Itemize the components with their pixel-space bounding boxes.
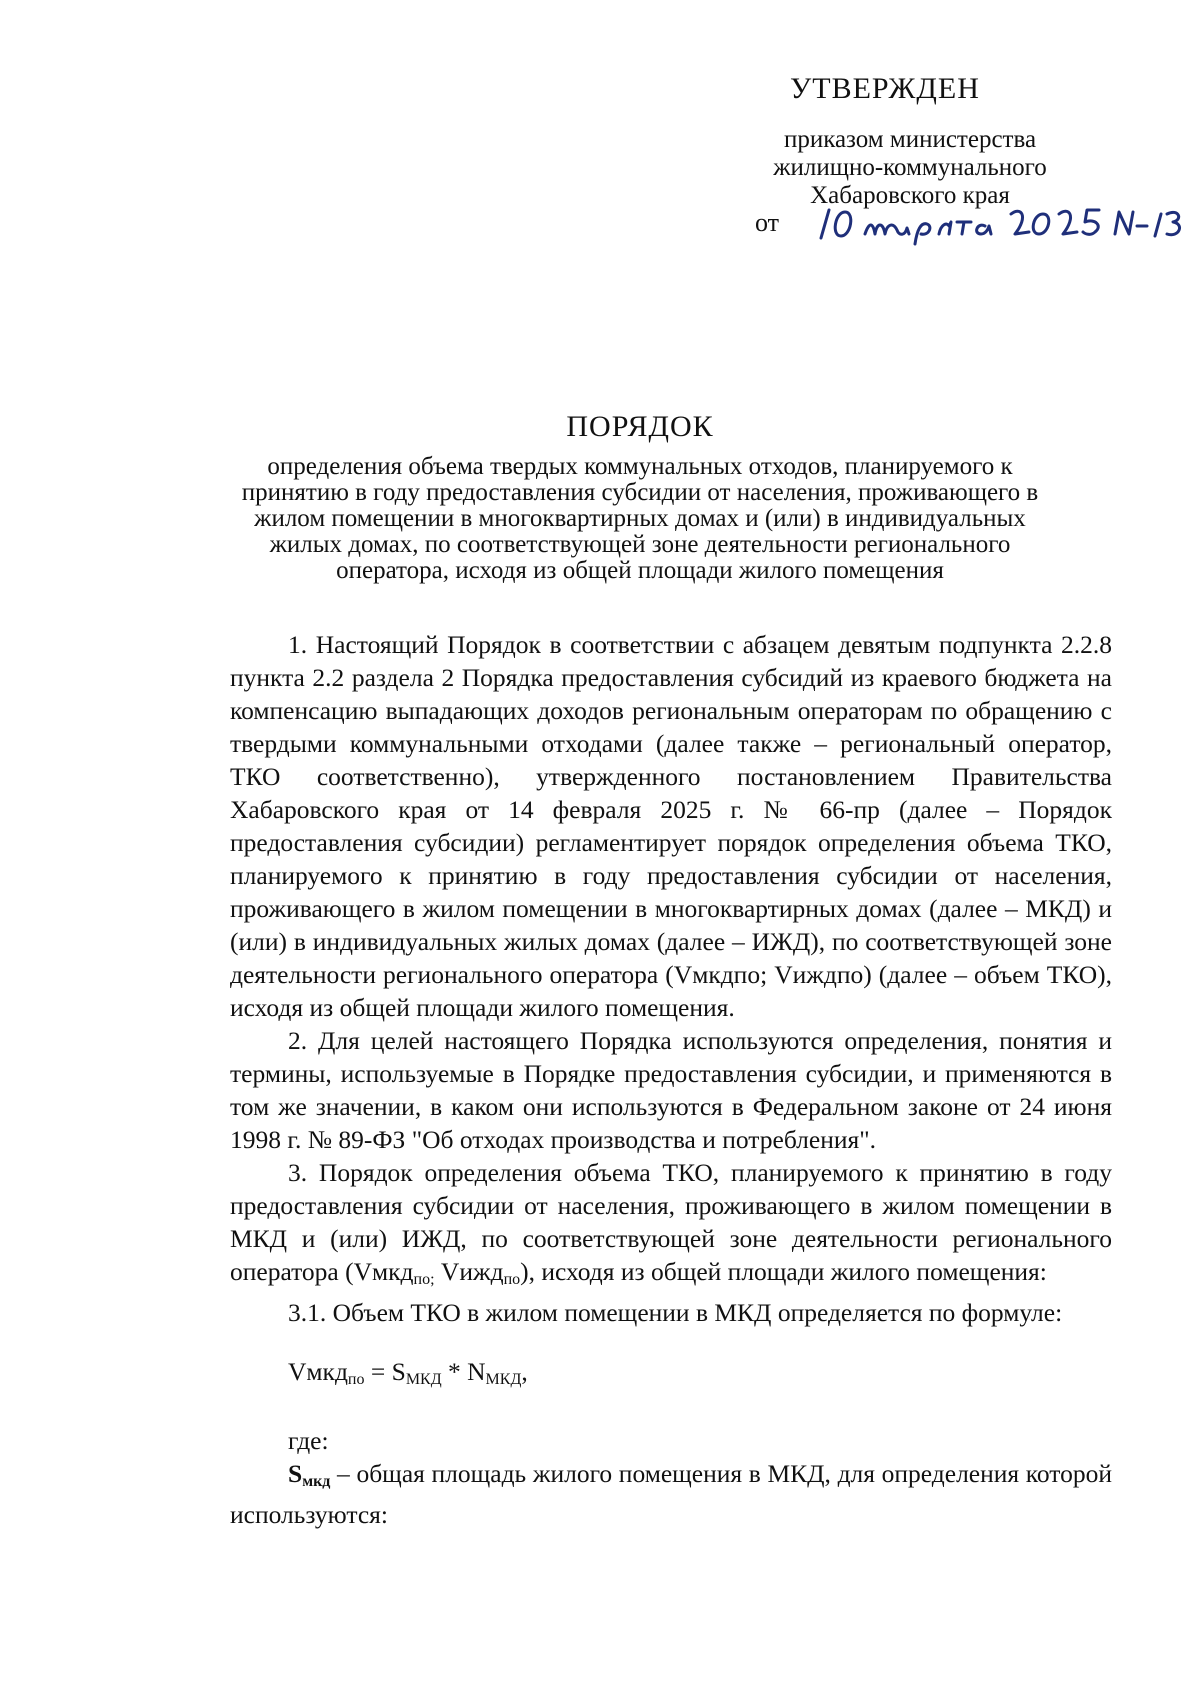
paragraph-3-text: Vижд <box>434 1257 504 1286</box>
approved-heading: УТВЕРЖДЕН <box>790 72 980 105</box>
formula-lhs: Vмкд <box>288 1357 348 1386</box>
paragraph-1: 1. Настоящий Порядок в соответствии с абзацем девятым подпункта 2.2.8 пункта 2.2 раздела 2 Порядка предоставления субсидий из краевого бюджета на компенсацию выпадающих доходов региональным операторам по обращению с твердыми коммунальными отходами (далее также – региональный оператор, ТКО соответственно), утвержденного постановлением Правительства Хабаровского края от 14 февраля 2025 г. № 66-пр (далее – Порядок предоставления субсидии) регламентирует порядок определения объема ТКО, планируемого к принятию в году предоставления субсидии от населения, проживающего в жилом помещении в многоквартирных домах (далее – МКД) и (или) в индивидуальных жилых домах (далее – ИЖД), по соответствующей зоне деятельности регионального оператора (Vмкдпо; Vиждпо) (далее – объем ТКО), исходя из общей площади жилого помещения. <box>230 630 1112 1022</box>
subscript: по <box>347 1371 365 1388</box>
from-label: от <box>755 208 780 237</box>
paragraph-3-text: 3. Порядок определения объема ТКО, планируемого к принятию в году предоставления субсидии от населения, проживающего в жилом помещении в МКД и (или) ИЖД, по соответствующей зоне деятельности регионального оператора (Vмкд <box>230 1158 1112 1286</box>
subscript: МКД <box>485 1371 522 1388</box>
subscript: МКД <box>405 1371 442 1388</box>
document-body <box>230 628 1112 1531</box>
approval-line: приказом министерства <box>783 126 1037 153</box>
definition-text: – общая площадь жилого помещения в МКД, для определения которой используются: <box>230 1459 1112 1529</box>
handwritten-date-signature <box>815 200 1195 246</box>
subtitle-line: жилых домах, по соответствующей зоне деятельности регионального <box>269 531 1011 558</box>
paragraph-3-1: 3.1. Объем ТКО в жилом помещении в МКД определяется по формуле: <box>288 1298 1063 1327</box>
subscript: по <box>503 1271 521 1288</box>
title-block <box>190 410 1090 584</box>
formula <box>288 1355 1112 1396</box>
subtitle-line: принятию в году предоставления субсидии от населения, проживающего в <box>241 479 1039 506</box>
definition-s-mkd <box>230 1457 1112 1531</box>
approval-line: Хабаровского края <box>810 182 1010 209</box>
approval-date-line <box>755 200 1195 246</box>
subtitle-line: оператора, исходя из общей площади жилого помещения <box>336 557 944 584</box>
document-title: ПОРЯДОК <box>566 410 714 443</box>
subscript: мкд <box>302 1473 331 1490</box>
approval-authority <box>690 126 1130 210</box>
document-subtitle <box>190 454 1090 584</box>
approval-line: жилищно-коммунального <box>773 154 1047 181</box>
formula-part: , <box>521 1357 528 1386</box>
subscript: по; <box>413 1271 435 1288</box>
formula-part: = S <box>364 1357 406 1386</box>
definition-symbol: S <box>288 1459 303 1488</box>
subtitle-line: определения объема твердых коммунальных отходов, планируемого к <box>267 453 1013 480</box>
formula-part: * N <box>441 1357 486 1386</box>
paragraph-3-text: ), исходя из общей площади жилого помещения: <box>520 1257 1047 1286</box>
paragraph-2: 2. Для целей настоящего Порядка используются определения, понятия и термины, используемые в Порядке предоставления субсидии, и применяются в том же значении, в каком они используются в Федеральном законе от 24 июня 1998 г. № 89-ФЗ "Об отходах производства и потребления". <box>230 1026 1112 1154</box>
subtitle-line: жилом помещении в многоквартирных домах и (или) в индивидуальных <box>254 505 1026 532</box>
paragraph-3 <box>230 1156 1112 1296</box>
where-label: где: <box>288 1426 329 1455</box>
approval-block <box>690 72 1130 210</box>
